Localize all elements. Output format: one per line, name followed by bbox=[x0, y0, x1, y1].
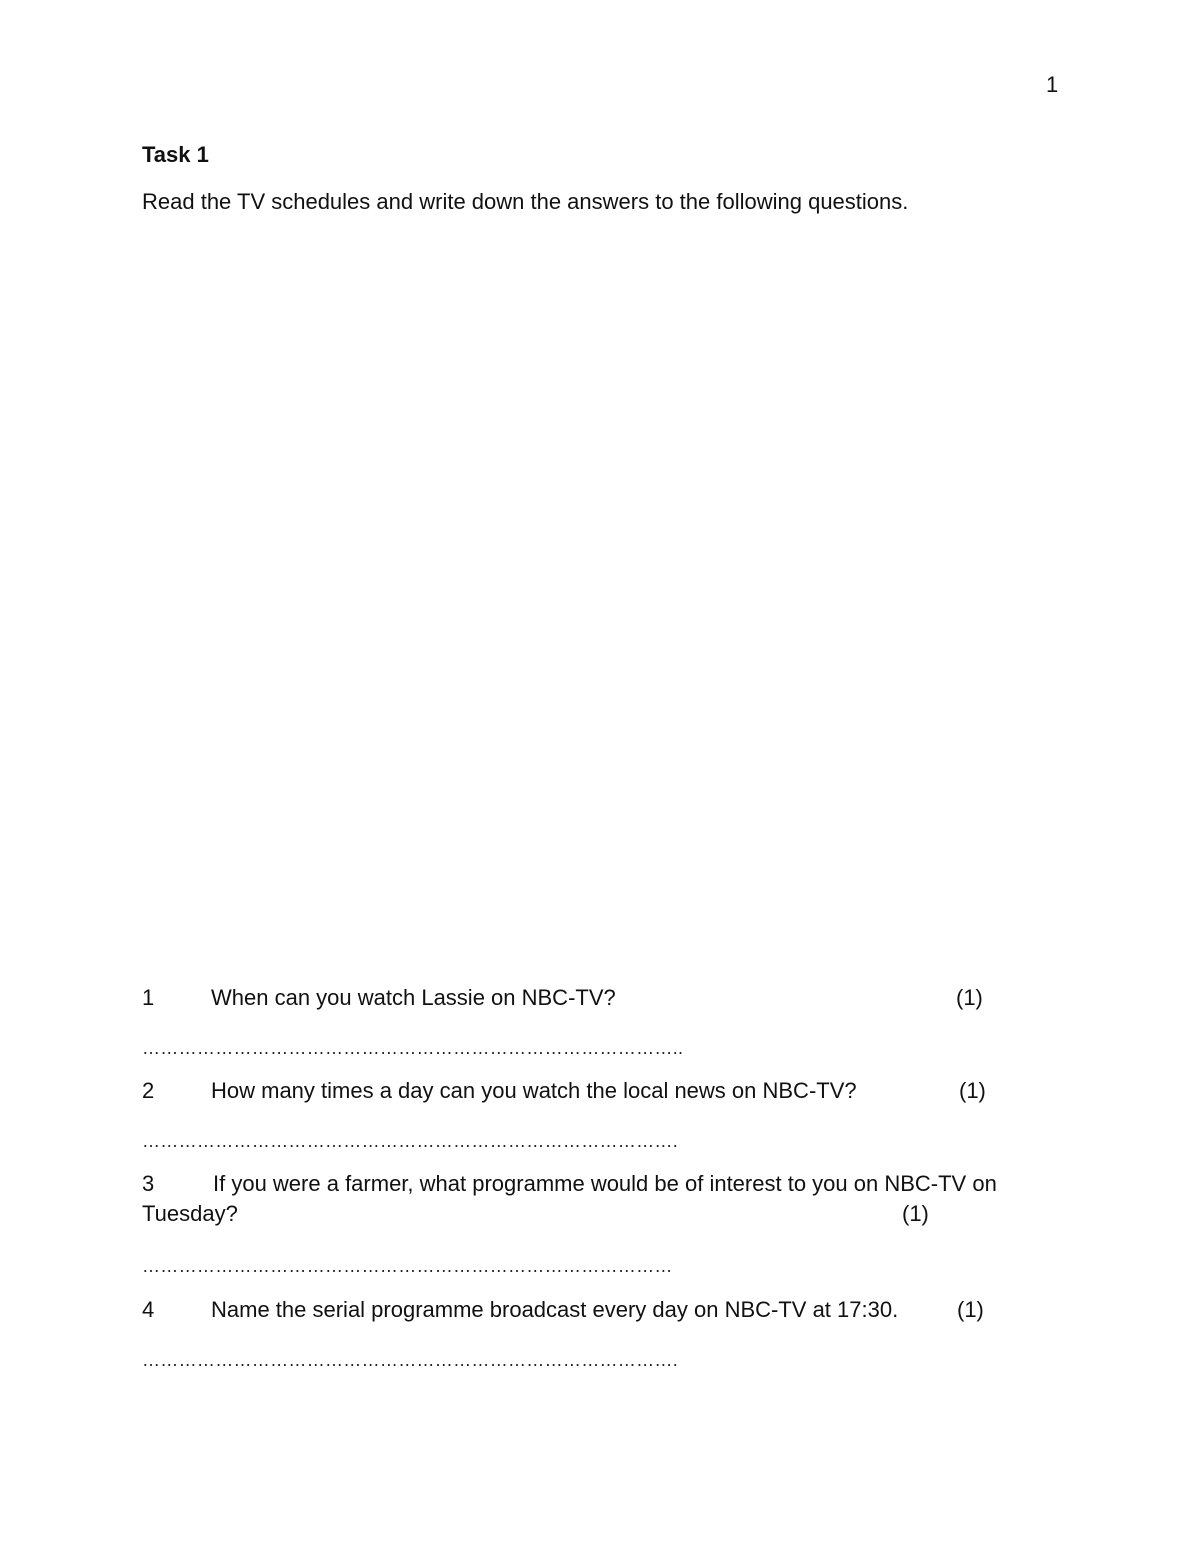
answer-line-3: …………………………………………………………………………… bbox=[142, 1256, 673, 1276]
question-text: If you were a farmer, what programme would be of interest to you on NBC-TV on bbox=[213, 1171, 997, 1196]
question-number: 2 bbox=[142, 1078, 155, 1103]
task-title: Task 1 bbox=[142, 142, 209, 167]
question-2 bbox=[142, 1076, 1062, 1106]
question-marks: (1) bbox=[959, 1078, 986, 1103]
question-1 bbox=[142, 983, 1062, 1013]
question-number: 4 bbox=[142, 1297, 155, 1322]
question-text-continued: Tuesday? bbox=[142, 1201, 238, 1226]
page-number: 1 bbox=[1046, 72, 1059, 97]
question-3 bbox=[142, 1169, 1072, 1229]
answer-line-2: ……………………………………………………………………………. bbox=[142, 1131, 679, 1151]
answer-line-1: …………………………………………………………………………….. bbox=[142, 1038, 684, 1058]
question-number: 3 bbox=[142, 1171, 155, 1196]
question-text: Name the serial programme broadcast every day on NBC-TV at 17:30. bbox=[211, 1297, 899, 1322]
question-marks: (1) bbox=[957, 1297, 984, 1322]
question-marks: (1) bbox=[902, 1201, 929, 1226]
question-number: 1 bbox=[142, 985, 155, 1010]
question-marks: (1) bbox=[956, 985, 983, 1010]
question-4 bbox=[142, 1295, 1062, 1325]
question-text: How many times a day can you watch the local news on NBC-TV? bbox=[211, 1078, 857, 1103]
answer-line-4: ……………………………………………………………………………. bbox=[142, 1350, 679, 1370]
question-text: When can you watch Lassie on NBC-TV? bbox=[211, 985, 616, 1010]
instruction-text: Read the TV schedules and write down the answers to the following questions. bbox=[142, 189, 909, 214]
